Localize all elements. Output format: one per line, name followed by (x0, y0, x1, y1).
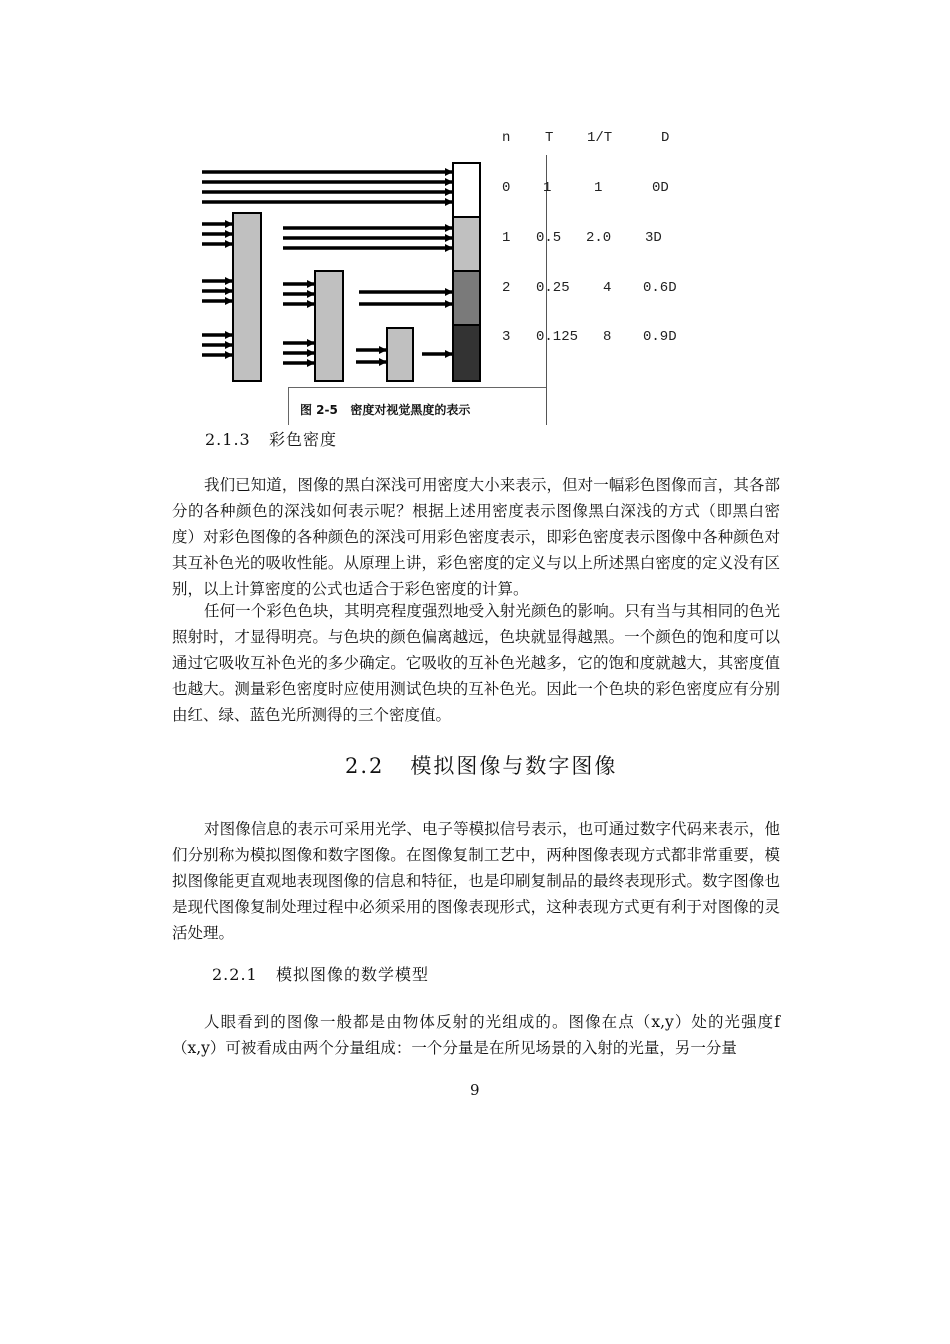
table-cell: 0.25 (536, 280, 570, 296)
section-heading-2-1-3: 2.1.3 彩色密度 (205, 430, 337, 449)
arrows-to-step-1 (283, 228, 452, 248)
arrows-to-step-2 (359, 292, 452, 304)
filter-block-2 (315, 271, 343, 381)
table-cell: 1 (543, 180, 552, 196)
table-cell: 0.9D (643, 329, 677, 345)
table-header-t: T (545, 130, 554, 146)
table-cell: 0D (652, 180, 669, 196)
section-heading-2-2-1: 2.2.1 模拟图像的数学模型 (212, 965, 429, 984)
caption-box-top (288, 387, 546, 388)
paragraph: 对图像信息的表示可采用光学、电子等模拟信号表示，也可通过数字代码来表示，他们分别称为模拟图像和数字图像。在图像复制工艺中，两种图像表现方式都非常重要，模拟图像能更直观地表现图像的信息和特征，也是印刷复制品的最终表现形式。数字图像也是现代图像复制处理过程中必须采用的图像表现形式，这种表现方式更有利于对图像的灵活处理。 (172, 820, 780, 942)
arrows-to-filter-1 (202, 224, 232, 355)
arrows-to-filter-2 (283, 284, 314, 363)
paragraph: 人眼看到的图像一般都是由物体反射的光组成的。图像在点（x,y）处的光强度f（x,y）可被看成由两个分量组成：一个分量是在所见场景的入射的光量，另一分量 (172, 1013, 780, 1057)
density-step-1 (453, 217, 480, 271)
table-cell: 3 (502, 329, 511, 345)
density-step-3 (453, 325, 480, 381)
filter-block-3 (387, 328, 413, 381)
table-cell: 2.0 (586, 230, 612, 246)
table-header-inv-t: 1/T (587, 130, 613, 146)
table-cell: 0.6D (643, 280, 677, 296)
page-number: 9 (470, 1081, 480, 1099)
arrows-to-step-0 (202, 172, 452, 202)
table-header-d: D (661, 130, 670, 146)
table-cell: 2 (502, 280, 511, 296)
caption-box-left (288, 387, 289, 425)
table-header-n: n (502, 130, 511, 146)
figure-caption: 图 2-5 密度对视觉黑度的表示 (300, 403, 471, 417)
arrows-to-filter-3 (356, 350, 386, 362)
table-cell: 3D (645, 230, 662, 246)
filter-block-1 (233, 213, 261, 381)
table-cell: 4 (603, 280, 612, 296)
table-cell: 1 (594, 180, 603, 196)
density-figure (190, 150, 490, 390)
table-cell: 0.125 (536, 329, 579, 345)
section-heading-2-2: 2.2 模拟图像与数字图像 (345, 754, 618, 778)
table-cell: 1 (502, 230, 511, 246)
table-cell: 8 (603, 329, 612, 345)
paragraph: 任何一个彩色色块，其明亮程度强烈地受入射光颜色的影响。只有当与其相同的色光照射时，才显得明亮。与色块的颜色偏离越远，色块就显得越黑。一个颜色的饱和度可以通过它吸收互补色光的多少确定。它吸收的互补色光越多，它的饱和度就越大，其密度值也越大。测量彩色密度时应使用测试色块的互补色光。因此一个色块的彩色密度应有分别由红、绿、蓝色光所测得的三个密度值。 (172, 602, 780, 724)
density-step-0 (453, 163, 480, 217)
paragraph: 我们已知道，图像的黑白深浅可用密度大小来表示，但对一幅彩色图像而言，其各部分的各种颜色的深浅如何表示呢？根据上述用密度表示图像黑白深浅的方式（即黑白密度）对彩色图像的各种颜色的深浅可用彩色密度表示，即彩色密度表示图像中各种颜色对其互补色光的吸收性能。从原理上讲，彩色密度的定义与以上所述黑白密度的定义没有区别，以上计算密度的公式也适合于彩色密度的计算。 (172, 476, 780, 598)
density-step-2 (453, 271, 480, 325)
table-cell: 0.5 (536, 230, 562, 246)
table-cell: 0 (502, 180, 511, 196)
